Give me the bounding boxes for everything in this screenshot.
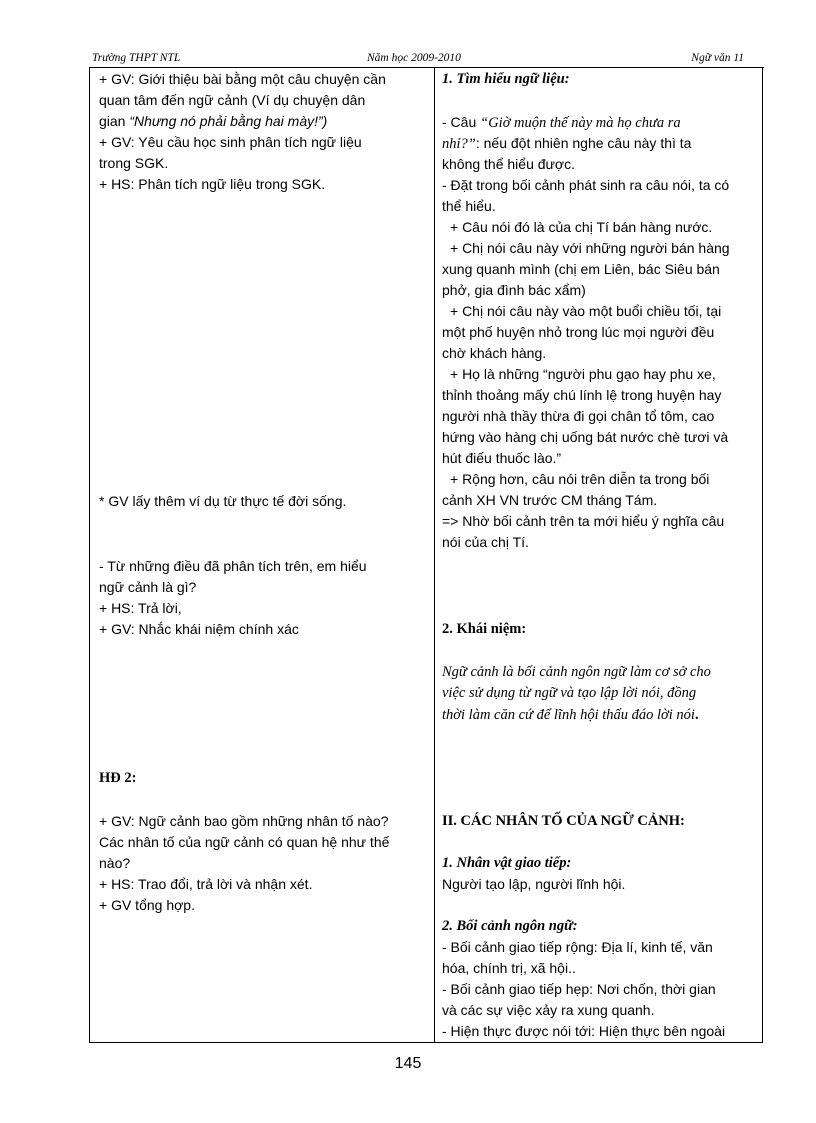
text-line: nhỉ?”: nếu đột nhiên nghe câu này thì ta [442,135,692,152]
text-line: một phố huyện nhỏ trong lúc mọi người đều [442,324,715,340]
text-line: xung quanh mình (chị em Liên, bác Siêu bán [442,261,720,277]
section-heading: 2. Khái niệm: [442,621,527,637]
text-line: nói của chị Tí. [442,534,529,550]
text-line: không thể hiểu được. [442,156,575,172]
text-line: quan tâm đến ngữ cảnh (Ví dụ chuyện dân [99,92,366,108]
text-line: người nhà thầy thừa đi gọi chân tổ tôm, cao [442,408,715,424]
text-line: - Hiện thực được nói tới: Hiện thực bên ngoài [442,1023,726,1039]
header-subject: Ngữ văn 11 [691,52,744,64]
text-line: + Chị nói câu này với những người bán hàng [450,240,730,256]
text-line: và các sự việc xảy ra xung quanh. [442,1002,655,1018]
text-line: hút điếu thuốc lào.” [442,450,562,466]
text-line: - Đặt trong bối cảnh phát sinh ra câu nói, ta có [442,177,730,193]
text-line: + GV tổng hợp. [99,897,195,913]
column-divider [434,68,435,1042]
text-line: cảnh XH VN trước CM tháng Tám. [442,492,658,508]
text-line: nào? [99,855,131,871]
definition-line: thời làm căn cứ để lĩnh hội thấu đáo lời nói. [442,707,699,723]
text-line: + Rộng hơn, câu nói trên diễn ta trong bối [450,471,710,487]
text-line: phở, gia đình bác xẩm) [442,282,586,298]
text-line: - Câu “Giờ muộn thế này mà họ chưa ra [442,114,681,131]
text-line: thể hiểu. [442,198,496,214]
text-line: => Nhờ bối cảnh trên ta mới hiểu ý nghĩa câu [442,513,725,529]
text-line: - Từ những điều đã phân tích trên, em hiểu [99,558,367,574]
text-line: + Họ là những “người phu gạo hay phu xe, [450,366,716,382]
header-school: Trường THPT NTL [92,52,181,64]
text-line: + HS: Trả lời, [99,600,182,616]
text-line: + GV: Giới thiệu bài bằng một câu chuyện cần [99,71,386,87]
text-line: hứng vào hàng chị uống bát nước chè tươi và [442,429,729,445]
section-heading: 1. Tìm hiểu ngữ liệu: [442,71,570,87]
text-line: + HS: Trao đổi, trả lời và nhận xét. [99,876,313,892]
text-line: Người tạo lập, người lĩnh hội. [442,876,626,892]
section-heading: II. CÁC NHÂN TỐ CỦA NGỮ CẢNH: [442,813,685,829]
text-line: trong SGK. [99,155,169,171]
text-line: hóa, chính trị, xã hội.. [442,960,576,976]
text-line: gian “Nhưng nó phải bằng hai mày!”) [99,113,328,129]
text-line: + Chị nói câu này vào một buổi chiều tối, tại [450,303,722,319]
lesson-table [89,68,763,1043]
text-line: - Bối cảnh giao tiếp hẹp: Nơi chốn, thời gian [442,981,716,997]
definition-line: Ngữ cảnh là bối cảnh ngôn ngữ làm cơ sở cho [442,664,711,680]
text-line: + HS: Phân tích ngữ liệu trong SGK. [99,176,326,192]
text-line: + GV: Nhắc khái niệm chính xác [99,621,299,637]
text-line: thỉnh thoảng mấy chú lính lệ trong huyện hay [442,387,722,403]
activity-heading: HĐ 2: [99,770,137,786]
subsection-heading: 2. Bối cảnh ngôn ngữ: [442,918,578,934]
text-line: Các nhân tố của ngữ cảnh có quan hệ như thế [99,834,390,850]
definition-line: việc sử dụng từ ngữ và tạo lập lời nói, đồng [442,685,697,701]
subsection-heading: 1. Nhân vật giao tiếp: [442,855,572,871]
text-line: + GV: Ngữ cảnh bao gồm những nhân tố nào? [99,813,389,829]
text-line: + GV: Yêu cầu học sinh phân tích ngữ liệu [99,134,362,150]
header-year: Năm học 2009-2010 [367,52,461,64]
text-line: + Câu nói đó là của chị Tí bán hàng nước. [450,219,713,235]
text-line: chờ khách hàng. [442,345,547,361]
text-line: * GV lấy thêm ví dụ từ thực tế đời sống. [99,493,347,509]
text-line: ngữ cảnh là gì? [99,579,197,595]
page-number: 145 [394,1055,422,1072]
text-line: - Bối cảnh giao tiếp rộng: Địa lí, kinh tế, văn [442,939,713,955]
